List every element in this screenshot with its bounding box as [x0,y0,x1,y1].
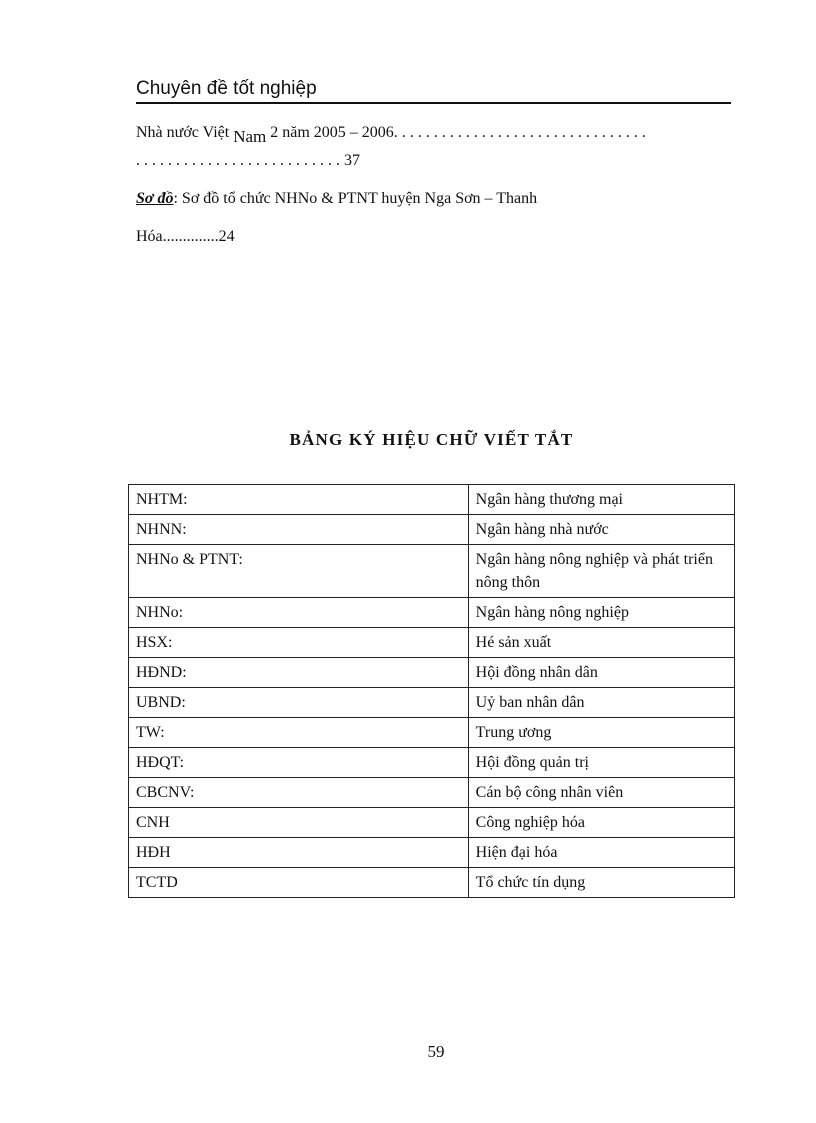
toc-line-1-rest: 2 năm 2005 – 2006. . . . . . . . . . . . . . . . . . . . . . . . . . . . . . . . [266,124,646,141]
abbreviation-cell: UBND: [129,688,469,718]
toc-line-1-subscript: Nam [233,127,267,142]
meaning-cell: Hội đồng quản trị [468,748,734,778]
abbreviation-table-title: BẢNG KÝ HIỆU CHỮ VIẾT TẮT [289,430,574,449]
table-row [129,748,735,778]
diagram-text: : Sơ đồ tổ chức NHNo & PTNT huyện Nga Sơn – Thanh [173,190,538,207]
meaning-cell: Hội đồng nhân dân [468,658,734,688]
page-header: Chuyên đề tốt nghiệp [136,76,731,104]
table-row [129,838,735,868]
meaning-cell: Uỷ ban nhân dân [468,688,734,718]
table-row [129,545,735,598]
toc-diagram-entry [136,190,537,208]
abbreviation-cell: TCTD [129,868,469,898]
table-row [129,598,735,628]
toc-line-1-text: Nhà nước Việt [136,124,234,141]
abbreviation-cell: HĐND: [129,658,469,688]
meaning-cell: Ngân hàng thương mại [468,485,734,515]
abbreviation-cell: HSX: [129,628,469,658]
abbreviation-cell: NHNo: [129,598,469,628]
abbreviation-cell: NHTM: [129,485,469,515]
abbreviation-cell: NHNo & PTNT: [129,545,469,598]
abbreviation-cell: CNH [129,808,469,838]
meaning-cell: Công nghiệp hóa [468,808,734,838]
meaning-cell: Tổ chức tín dụng [468,868,734,898]
meaning-cell: Cán bộ công nhân viên [468,778,734,808]
abbreviation-table [128,484,735,898]
abbreviation-cell: HĐQT: [129,748,469,778]
meaning-cell: Ngân hàng nông nghiệp và phát triển nông thôn [468,545,734,598]
toc-diagram-continuation: Hóa..............24 [136,228,235,245]
table-row [129,868,735,898]
table-row [129,808,735,838]
table-row [129,515,735,545]
meaning-cell: Ngân hàng nông nghiệp [468,598,734,628]
abbreviation-cell: NHNN: [129,515,469,545]
meaning-cell: Hé sản xuất [468,628,734,658]
abbreviation-cell: CBCNV: [129,778,469,808]
toc-line-2: . . . . . . . . . . . . . . . . . . . . . . . . . . 37 [136,152,360,169]
table-row [129,778,735,808]
table-row [129,718,735,748]
meaning-cell: Ngân hàng nhà nước [468,515,734,545]
diagram-label: Sơ đồ [136,190,174,207]
page-number: 59 [427,1042,445,1061]
table-row [129,688,735,718]
meaning-cell: Trung ương [468,718,734,748]
abbreviation-cell: TW: [129,718,469,748]
meaning-cell: Hiện đại hóa [468,838,734,868]
table-row [129,485,735,515]
toc-line-1 [136,122,731,142]
table-row [129,628,735,658]
abbreviation-cell: HĐH [129,838,469,868]
table-row [129,658,735,688]
